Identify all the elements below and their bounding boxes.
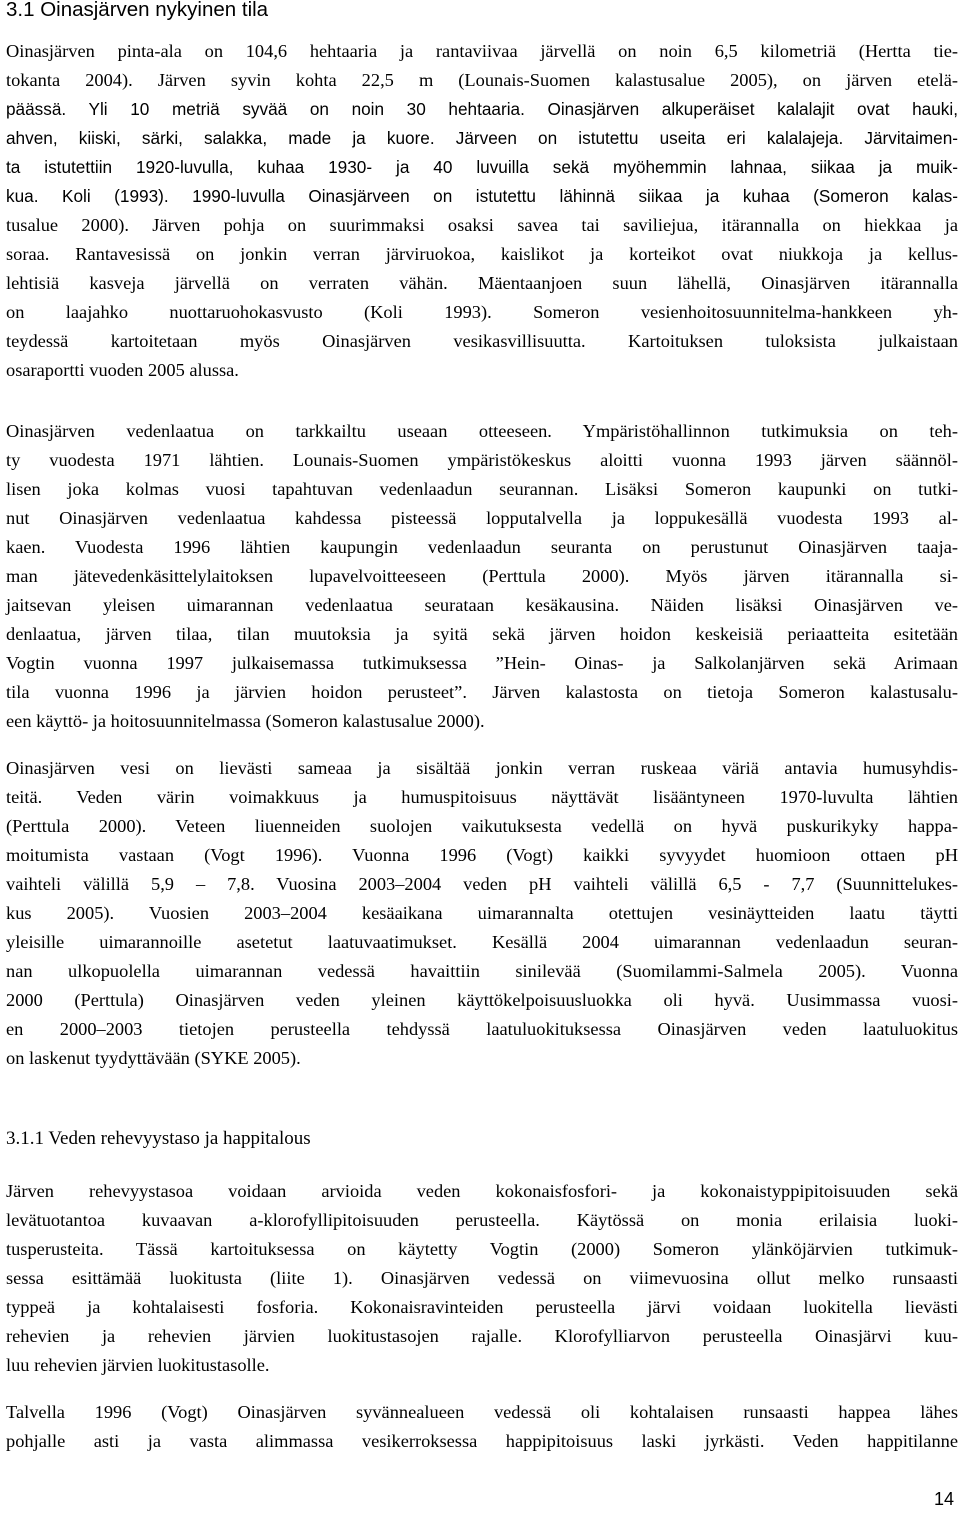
subsection-heading: 3.1.1 Veden rehevyystaso ja happitalous	[6, 1128, 311, 1149]
paragraph-water-characteristics	[6, 754, 958, 1073]
paragraph-oxygen-situation	[6, 1398, 958, 1456]
paragraph-trophic-level	[6, 1177, 958, 1380]
text-line: en 2000–2003 tietojen perusteella tehdyssä laatuluokituksessa Oinasjärven veden laatuluokitus	[6, 1019, 958, 1039]
section-heading: 3.1 Oinasjärven nykyinen tila	[6, 0, 269, 21]
text-line: rehevien ja rehevien järvien luokitustasojen rajalle. Klorofylliarvon perusteella Oinasjärvi kuu-	[6, 1326, 958, 1346]
text-line: jaitsevan yleisen uimarannan vedenlaatua seurataan kesäkausina. Näiden lisäksi Oinasjärven ve-	[6, 595, 958, 615]
text-line: tokanta 2004). Järven syvin kohta 22,5 m (Lounais-Suomen kalastusalue 2005), on järven etelä-	[6, 70, 958, 90]
text-line: lehtisiä kasveja järvellä on verraten vähän. Mäentaanjoen suun lähellä, Oinasjärven itärannalla	[6, 273, 958, 293]
text-line: Talvella 1996 (Vogt) Oinasjärven syvännealueen vedessä oli kohtalaisen runsaasti happea lähes	[6, 1402, 958, 1422]
text-line: een käyttö- ja hoitosuunnitelmassa (Someron kalastusalue 2000).	[6, 711, 485, 731]
text-line: on laskenut tyydyttävään (SYKE 2005).	[6, 1048, 301, 1068]
text-line: ahven, kiiski, särki, salakka, made ja kuore. Järveen on istutettu useita eri kalalajeja. Järvitaimen-	[6, 128, 958, 148]
text-line: sessa esittämää luokitusta (liite 1). Oinasjärven vedessä on viimevuosina ollut melko runsaasti	[6, 1268, 958, 1288]
text-line: teydessä kartoitetaan myös Oinasjärven vesikasvillisuutta. Kartoituksen tuloksista julkaistaan	[6, 331, 958, 351]
text-line: nut Oinasjärven vedenlaatua kahdessa pisteessä lopputalvella ja loppukesällä vuodesta 1993 al-	[6, 508, 958, 528]
text-line: päässä. Yli 10 metriä syvää on noin 30 hehtaaria. Oinasjärven alkuperäiset kalalajit ovat hauki,	[6, 99, 958, 119]
text-line: teitä. Veden värin voimakkuus ja humuspitoisuus näyttävät lisääntyneen 1970-luvulta lähtien	[6, 787, 958, 807]
text-line: man jätevedenkäsittelylaitoksen lupavelvoitteeseen (Perttula 2000). Myös järven itärannalla si-	[6, 566, 958, 586]
text-line: 2000 (Perttula) Oinasjärven veden yleinen käyttökelpoisuusluokka oli hyvä. Uusimmassa vuosi-	[6, 990, 958, 1010]
paragraph-lake-description	[6, 37, 958, 385]
text-line: pohjalle asti ja vasta alimmassa vesikerroksessa happipitoisuus laski jyrkästi. Veden happitilanne	[6, 1431, 958, 1451]
text-line: Vogtin vuonna 1997 julkaisemassa tutkimuksessa ”Hein- Oinas- ja Salkolanjärven sekä Arimaan	[6, 653, 958, 673]
text-line: tusalue 2000). Järven pohja on suurimmaksi osaksi savea tai saviliejua, itärannalla on hiekkaa ja	[6, 215, 958, 235]
text-line: soraa. Rantavesissä on jonkin verran järviruokoa, kaislikot ja korteikot ovat niukkoja ja kellus-	[6, 244, 958, 264]
text-line: lisen joka kolmas vuosi tapahtuvan vedenlaadun seurannan. Lisäksi Someron kaupunki on tutki-	[6, 479, 958, 499]
text-line: ty vuodesta 1971 lähtien. Lounais-Suomen ympäristökeskus aloitti vuonna 1993 järven säännöl-	[6, 450, 958, 470]
text-line: Oinasjärven vedenlaatua on tarkkailtu useaan otteeseen. Ympäristöhallinnon tutkimuksia on teh-	[6, 421, 958, 441]
paragraph-water-quality-monitoring	[6, 417, 958, 736]
text-line: kus 2005). Vuosien 2003–2004 kesäaikana uimarannalta otettujen vesinäytteiden laatu täytti	[6, 903, 958, 923]
text-line: vaihteli välillä 5,9 – 7,8. Vuosina 2003–2004 veden pH vaihteli välillä 6,5 - 7,7 (Suunnittelukes-	[6, 874, 958, 894]
text-line: Oinasjärven pinta-ala on 104,6 hehtaaria ja rantaviivaa järvellä on noin 6,5 kilometriä (Hertta tie-	[6, 41, 958, 61]
page-number: 14	[933, 1489, 954, 1509]
text-line: typpeä ja kohtalaisesti fosforia. Kokonaisravinteiden perusteella järvi voidaan luokitella lievästi	[6, 1297, 958, 1317]
text-line: yleisille uimarannoille asetetut laatuvaatimukset. Kesällä 2004 uimarannan vedenlaadun seuran-	[6, 932, 958, 952]
text-line: nan ulkopuolella uimarannan vedessä havaittiin sinilevää (Suomilammi-Salmela 2005). Vuonna	[6, 961, 958, 981]
text-line: Järven rehevyystasoa voidaan arvioida veden kokonaisfosfori- ja kokonaistyppipitoisuuden sekä	[6, 1181, 958, 1201]
text-line: kua. Koli (1993). 1990-luvulla Oinasjärveen on istutettu lähinnä siikaa ja kuhaa (Someron kalas-	[6, 186, 958, 206]
text-line: ta istutettiin 1920-luvulla, kuhaa 1930- ja 40 luvuilla sekä myöhemmin lahnaa, siikaa ja muik-	[6, 157, 958, 177]
text-line: luu rehevien järvien luokitustasolle.	[6, 1355, 270, 1375]
text-line: denlaatua, järven tilaa, tilan muutoksia ja syitä sekä järven hoidon keskeisiä periaatteita esitetään	[6, 624, 958, 644]
text-line: Oinasjärven vesi on lievästi sameaa ja sisältää jonkin verran ruskeaa väriä antavia humusyhdis-	[6, 758, 958, 778]
text-line: (Perttula 2000). Veteen liuenneiden suolojen vaikutuksesta vedellä on hyvä puskurikyky happa-	[6, 816, 958, 836]
text-line: tila vuonna 1996 ja järvien hoidon perusteet”. Järven kalastosta on tietoja Someron kalastusalu-	[6, 682, 958, 702]
text-line: on laajahko nuottaruohokasvusto (Koli 1993). Someron vesienhoitosuunnitelma-hankkeen yh-	[6, 302, 958, 322]
text-line: levätuotantoa kuvaavan a-klorofyllipitoisuuden perusteella. Käytössä on monia erilaisia luoki-	[6, 1210, 958, 1230]
text-line: kaen. Vuodesta 1996 lähtien kaupungin vedenlaadun seuranta on perustunut Oinasjärven taaja-	[6, 537, 958, 557]
text-line: osaraportti vuoden 2005 alussa.	[6, 360, 239, 380]
text-line: moitumista vastaan (Vogt 1996). Vuonna 1996 (Vogt) kaikki syvyydet huomioon ottaen pH	[6, 845, 958, 865]
text-line: tusperusteita. Tässä kartoituksessa on käytetty Vogtin (2000) Someron ylänköjärvien tutkimuk-	[6, 1239, 958, 1259]
